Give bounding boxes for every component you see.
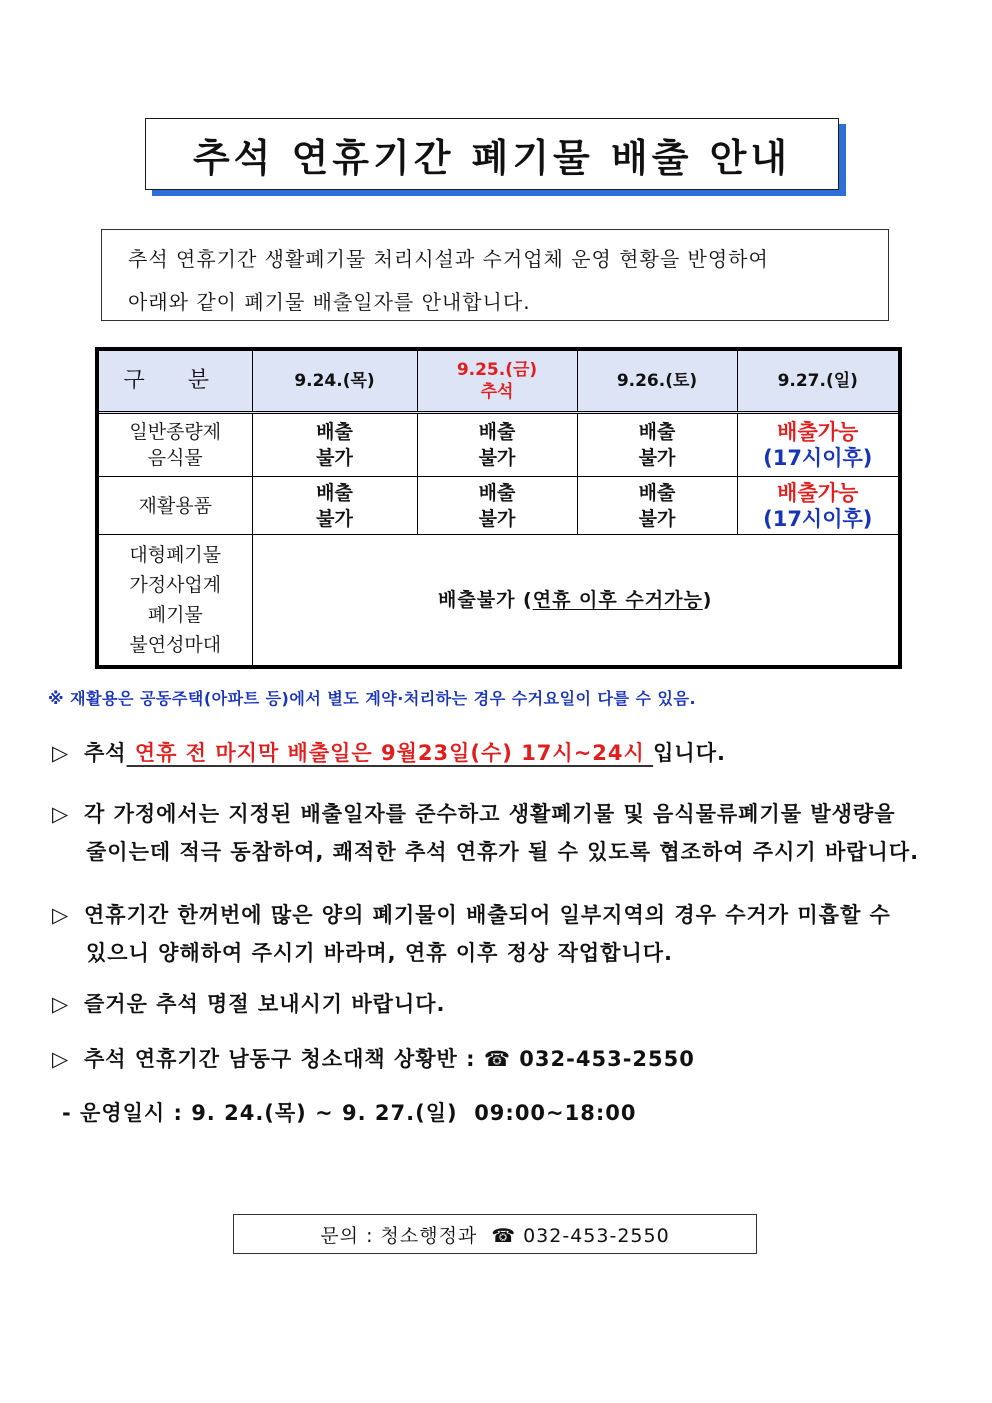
merged-underlined-text: 연휴 이후 수거가능 xyxy=(532,589,703,611)
page-title: 추석 연휴기간 폐기물 배출 안내 xyxy=(192,135,792,180)
status-line: 불가 xyxy=(638,447,676,469)
header-date-2-date: 9.25.(금) xyxy=(456,360,538,380)
intro-box xyxy=(101,229,889,321)
bullet-text: 각 가정에서는 지정된 배출일자를 준수하고 생활폐기물 및 음식물류폐기물 발생량을 xyxy=(84,802,896,826)
status-time: (17시이후) xyxy=(763,506,873,531)
bullet-text: 입니다. xyxy=(653,741,726,765)
title-box xyxy=(145,118,839,190)
table-header-row xyxy=(97,349,900,413)
bullet-hotline xyxy=(52,1043,942,1073)
status-line: 불가 xyxy=(316,447,353,469)
bullet-cooperation xyxy=(52,795,942,871)
status-line: 불가 xyxy=(478,447,516,469)
cell-status xyxy=(577,413,737,477)
header-category: 구 분 xyxy=(97,349,252,413)
intro-line-1: 추석 연휴기간 생활폐기물 처리시설과 수거업체 운영 현황을 반영하여 xyxy=(128,247,769,271)
header-date-3: 9.26.(토) xyxy=(577,349,737,413)
bullet-text: 줄이는데 적극 동참하여, 쾌적한 추석 연휴가 될 수 있도록 협조하여 주시기 바랍니다. xyxy=(86,840,920,864)
bullet-highlight: 연휴 전 마지막 배출일은 9월23일(수) 17시~24시 xyxy=(126,741,654,765)
cell-status-available xyxy=(737,413,900,477)
status-line: 불가 xyxy=(316,507,353,530)
table-row xyxy=(97,477,900,535)
row-category-recycling: 재활용품 xyxy=(97,477,252,535)
status-line: 배출가능 xyxy=(777,480,859,505)
operating-hours: - 운영일시 : 9. 24.(목) ~ 9. 27.(일) 09:00~18:00 xyxy=(62,1101,637,1125)
bullet-last-day xyxy=(52,737,942,767)
triangle-icon: ▷ xyxy=(52,802,70,826)
recycling-note: ※ 재활용은 공동주택(아파트 등)에서 별도 계약·처리하는 경우 수거요일이 다를 수 있음. xyxy=(48,689,697,708)
cell-status-available xyxy=(737,477,900,535)
category-line: 일반종량제 xyxy=(129,421,222,443)
triangle-icon: ▷ xyxy=(52,992,70,1016)
schedule-table xyxy=(95,347,902,669)
row-category-general xyxy=(97,413,252,477)
status-time: (17시이후) xyxy=(763,446,873,470)
table-row xyxy=(97,535,900,668)
cell-status xyxy=(577,477,737,535)
bullet-delay xyxy=(52,896,942,972)
status-line: 배출 xyxy=(638,481,676,504)
bullet-text: 연휴기간 한꺼번에 많은 양의 폐기물이 배출되어 일부지역의 경우 수거가 미흡할 수 xyxy=(84,903,891,927)
status-line: 배출 xyxy=(478,481,516,504)
status-line: 배출 xyxy=(638,421,676,443)
category-line: 대형폐기물 xyxy=(129,544,222,566)
status-line: 배출 xyxy=(316,421,353,443)
cell-status xyxy=(417,477,577,535)
header-date-1: 9.24.(목) xyxy=(252,349,417,413)
triangle-icon: ▷ xyxy=(52,741,70,765)
table-row xyxy=(97,413,900,477)
status-line: 배출 xyxy=(316,481,353,504)
header-date-2-note: 추석 xyxy=(480,382,514,402)
intro-line-2: 아래와 같이 폐기물 배출일자를 안내합니다. xyxy=(128,290,531,314)
merged-text: 배출불가 ( xyxy=(438,589,533,611)
status-line: 불가 xyxy=(478,507,516,530)
triangle-icon: ▷ xyxy=(52,903,70,927)
status-line: 배출 xyxy=(478,421,516,443)
cell-status xyxy=(252,413,417,477)
category-line: 불연성마대 xyxy=(129,634,222,656)
merged-text: ) xyxy=(702,589,713,611)
bullet-text: 있으니 양해하여 주시기 바라며, 연휴 이후 정상 작업합니다. xyxy=(86,941,673,965)
category-line: 가정사업계 xyxy=(129,574,222,596)
header-date-2 xyxy=(417,349,577,413)
bullet-text: 추석 연휴기간 남동구 청소대책 상황반 : ☎ 032-453-2550 xyxy=(84,1047,695,1071)
row-category-large xyxy=(97,535,252,668)
header-date-4: 9.27.(일) xyxy=(737,349,900,413)
bullet-greeting xyxy=(52,988,942,1018)
cell-merged-status xyxy=(252,535,900,668)
bullet-text: 즐거운 추석 명절 보내시기 바랍니다. xyxy=(84,992,446,1016)
category-line: 음식물 xyxy=(147,447,203,469)
contact-text: 문의 : 청소행정과 ☎ 032-453-2550 xyxy=(320,1224,670,1247)
cell-status xyxy=(417,413,577,477)
cell-status xyxy=(252,477,417,535)
bullet-text: 추석 xyxy=(84,741,127,765)
status-line: 배출가능 xyxy=(777,420,859,444)
contact-box xyxy=(233,1214,757,1254)
category-line: 폐기물 xyxy=(147,604,203,626)
triangle-icon: ▷ xyxy=(52,1047,70,1071)
status-line: 불가 xyxy=(638,507,676,530)
